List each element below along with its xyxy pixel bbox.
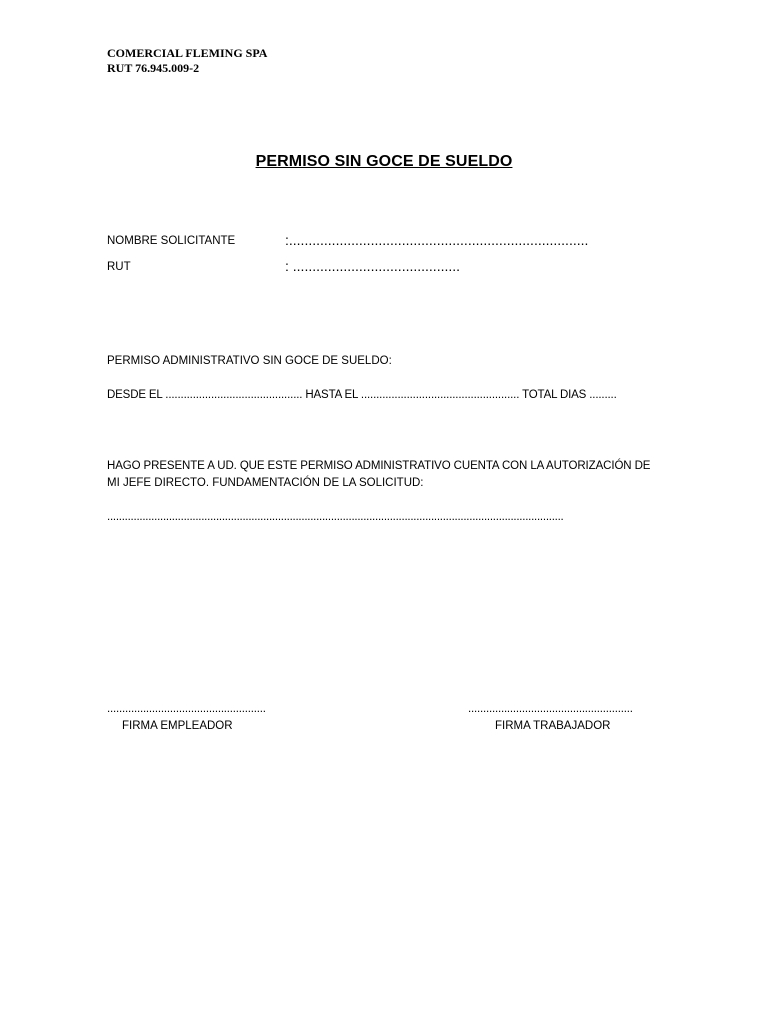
statement-line-1: HAGO PRESENTE A UD. QUE ESTE PERMISO ADMINISTRATIVO CUENTA CON LA AUTORIZACIÓN DE <box>107 460 651 472</box>
employer-signature-label: FIRMA EMPLEADOR <box>122 720 233 732</box>
rut-label: RUT <box>107 261 131 273</box>
employer-signature-line: ..................................................... <box>107 703 266 715</box>
dates-line[interactable]: DESDE EL ............................................. HASTA EL .................................................... TOTAL DIAS ......... <box>107 389 617 401</box>
company-rut: RUT 76.945.009-2 <box>107 61 200 75</box>
section-heading: PERMISO ADMINISTRATIVO SIN GOCE DE SUELDO: <box>107 355 392 367</box>
justification-field[interactable]: ........................................................................................................................................................... <box>107 511 564 523</box>
statement-line-2: MI JEFE DIRECTO. FUNDAMENTACIÓN DE LA SOLICITUD: <box>107 477 424 489</box>
company-name: COMERCIAL FLEMING SPA <box>107 46 268 60</box>
rut-field[interactable]: : ........................................... <box>285 258 461 274</box>
nombre-label: NOMBRE SOLICITANTE <box>107 235 236 247</box>
worker-signature-line: ....................................................... <box>468 703 633 715</box>
page-title: PERMISO SIN GOCE DE SUELDO <box>255 153 513 170</box>
worker-signature-label: FIRMA TRABAJADOR <box>495 720 611 732</box>
nombre-field[interactable]: :............................................................................. <box>285 232 589 248</box>
